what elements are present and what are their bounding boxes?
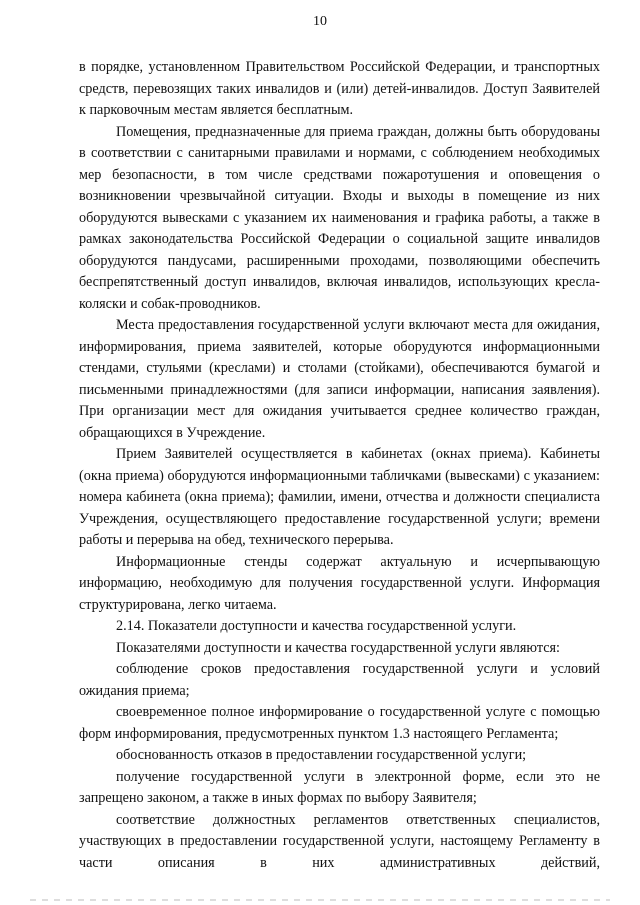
paragraph-parking: в порядке, установленном Правительством Российской Федерации, и транспортных средств, перевозящих таких инвалидов и (или) детей-инвалидов. Доступ Заявителей к парковочным местам является бесплатным. (79, 59, 600, 118)
list-item-refusals: обоснованность отказов в предоставлении государственной услуги; (116, 747, 527, 763)
document-body (79, 57, 600, 874)
section-heading-2-14: 2.14. Показатели доступности и качества государственной услуги. (116, 618, 517, 634)
paragraph-waiting-places: Места предоставления государственной услуги включают места для ожидания, информирования, приема заявителей, которые оборудуются информационными стендами, стульями (креслами) и столами (стойками), обеспечиваются бумагой и письменными принадлежностями (для записи информации, написания заявления). При организации мест для ожидания учитывается среднее количество граждан, обращающихся в Учреждение. (79, 317, 600, 441)
paragraph-reception-offices: Прием Заявителей осуществляется в кабинетах (окнах приема). Кабинеты (окна приема) оборудуются информационными табличками (вывесками) с указанием: номера кабинета (окна приема); фамилии, имени, отчества и должности специалиста Учреждения, осуществляющего предоставление государственной услуги; времени работы и перерыва на обед, технического перерыва. (79, 446, 600, 548)
list-item-informing: своевременное полное информирование о государственной услуге с помощью форм информирования, предусмотренных пунктом 1.3 настоящего Регламента; (79, 704, 600, 742)
list-item-electronic-form: получение государственной услуги в электронной форме, если это не запрещено законом, а также в иных формах по выбору Заявителя; (79, 768, 600, 806)
page-number: 10 (313, 14, 327, 29)
paragraph-info-stands: Информационные стенды содержат актуальную и исчерпывающую информацию, необходимую для получения государственной услуги. Информация структурирована, легко читаема. (79, 553, 600, 613)
list-item-regulations: соответствие должностных регламентов ответственных специалистов, участвующих в предоставлении государственной услуги, настоящему Регламенту в части описания в них административных действий, (79, 811, 600, 871)
paragraph-indicators-intro: Показателями доступности и качества государственной услуги являются: (116, 639, 560, 656)
scan-artifact-line (30, 899, 610, 901)
list-item-deadlines: соблюдение сроков предоставления государственной услуги и условий ожидания приема; (79, 661, 600, 699)
paragraph-premises: Помещения, предназначенные для приема граждан, должны быть оборудованы в соответствии с санитарными правилами и нормами, с соблюдением необходимых мер безопасности, в том числе средствами пожаротушения и оповещения о возникновении чрезвычайной ситуации. Входы и выходы в помещение из них оборудуются вывесками с указанием их наименования и графика работы, а также в рамках законодательства Российской Федерации о социальной защите инвалидов оборудуются пандусами, расширенными проходами, позволяющими обеспечить беспрепятственный доступ инвалидов, включая инвалидов, использующих кресла-коляски и собак-проводников. (79, 123, 600, 312)
